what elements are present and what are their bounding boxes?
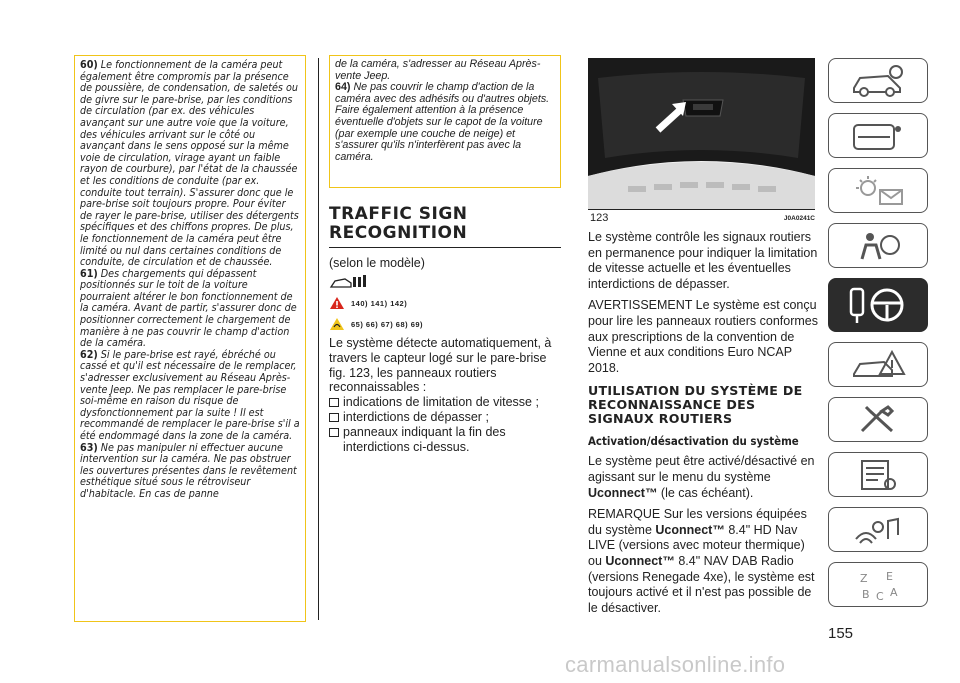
maintenance-tools-icon: [848, 403, 908, 437]
tab-lights-mail[interactable]: [828, 168, 928, 213]
car-version-icon: [329, 273, 369, 291]
list-item: [329, 410, 561, 425]
technical-data-icon: [848, 458, 908, 492]
warning-refs-row: [329, 294, 561, 312]
warning-text: Des chargements qui dépassent positionnés sur le toit de la voiture pourraient altérer le bon fonctionnement de la caméra. Avant de partir, s'assurer donc de positionner correctement le chargement de manière à ne pas couvrir le champ d'action de la caméra.: [80, 266, 297, 350]
svg-text:B: B: [862, 587, 870, 601]
svg-text:C: C: [876, 589, 884, 602]
tab-multimedia[interactable]: [828, 507, 928, 552]
windshield-camera-photo: [588, 58, 815, 210]
warning-number: 62): [80, 347, 98, 361]
brand-text: Uconnect™: [655, 522, 725, 537]
multimedia-icon: [848, 513, 908, 547]
bullet-square-icon: [329, 398, 339, 407]
tab-emergency[interactable]: [828, 342, 928, 387]
figure-number: 123: [590, 212, 609, 224]
subsection-heading: UTILISATION DU SYSTÈME DE RECONNAISSANCE DES SIGNAUX ROUTIERS: [588, 383, 803, 427]
watermark: carmanualsonline.info: [565, 652, 786, 677]
subsection-subheading: Activation/désactivation du système: [588, 434, 799, 449]
package-icons: [329, 273, 561, 291]
warning-text: Ne pas couvrir le champ d'action de la caméra avec des adhésifs ou d'autres objets. Faire également attention à la présence éventuelle d'objets sur le capot de la voiture (par exemple une couche de neige) et s'assurer qu'ils n'interfèrent pas avec la caméra.: [335, 81, 550, 163]
warnings-box-mid: [329, 55, 561, 188]
caution-triangle-icon: [329, 317, 345, 331]
tab-maintenance[interactable]: [828, 397, 928, 442]
figure-code: J0A0241C: [783, 214, 815, 222]
warning-text: Ne pas manipuler ni effectuer aucune intervention sur la caméra. Ne pas obstruer les ouvertures présentes dans le revêtement esthétique situé sous le rétroviseur d'habitacle. En cas de panne: [80, 440, 297, 500]
index-az-icon: [848, 568, 908, 602]
bullet-square-icon: [329, 413, 339, 422]
warning-item: [335, 59, 555, 82]
list-item-text: interdictions de dépasser ;: [343, 409, 489, 424]
warning-item: [80, 442, 300, 500]
windshield-illustration: [588, 58, 815, 210]
car-doors-icon: [848, 119, 908, 153]
warning-triangle-icon: [329, 296, 345, 310]
svg-text:E: E: [886, 569, 893, 583]
page-number: 155: [828, 625, 854, 642]
svg-text:Z: Z: [860, 571, 868, 585]
caution-refs-row: [329, 315, 561, 333]
warning-refs: 140) 141) 142): [351, 298, 408, 308]
text-run: 8.4" NAV DAB Radio (versions Renegade 4xe), le système est toujours activé et il n'est pas possible de le désactiver.: [588, 553, 815, 615]
warning-number: 63): [80, 440, 98, 454]
section-subtitle: (selon le modèle): [329, 256, 425, 270]
safety-airbag-icon: [848, 229, 908, 263]
tab-driving[interactable]: [828, 278, 928, 332]
caution-refs: 65) 66) 67) 68) 69): [351, 319, 424, 329]
warning-item: [80, 268, 300, 349]
warning-text: Le fonctionnement de la caméra peut également être compromis par la présence de poussière, de condensation, de saletés ou de givre sur le pare-brise, par les conditions de circulation (par ex. des véhicules avançant sur une autre voie que la voiture, des véhicules arrivant sur le côté ou avançant dans le sens opposé sur la même voie de circulation, virage ayant un faible rayon de courbure), par l'état de la chaussée et les conditions de conduite (par ex. conduite tout terrain). S'assurer donc que le pare-brise soit toujours propre. Pour éviter de rayer le pare-brise, utiliser des détergents spécifiques et des chiffons propres. De plus, le fonctionnement de la caméra peut être limité ou nul dans certaines conditions de conduite, de circulation et de chaussée.: [80, 58, 299, 269]
chapter-tabs: [828, 58, 960, 617]
lights-mail-icon: [848, 174, 908, 208]
warning-number: 60): [80, 58, 98, 71]
brand-text: Uconnect™: [588, 485, 658, 500]
list-item: [329, 395, 561, 410]
tab-safety[interactable]: [828, 223, 928, 268]
paragraph: Le système contrôle les signaux routiers en permanence pour indiquer la limitation de vitesse actuelle et les éventuelles interdictions de dépasser.: [588, 230, 818, 291]
warning-text: de la caméra, s'adresser au Réseau Après-vente Jeep.: [335, 58, 541, 82]
emergency-triangle-icon: [848, 348, 908, 382]
right-column: [588, 230, 820, 616]
text-run: 8.4" HD Nav LIVE (versions avec moteur thermique) ou: [588, 522, 805, 568]
tab-index[interactable]: [828, 562, 928, 607]
section-title: TRAFFIC SIGN RECOGNITION: [329, 205, 561, 248]
tab-car-doors[interactable]: [828, 113, 928, 158]
warning-item: [80, 349, 300, 442]
list-item-text: panneaux indiquant la fin des interdictions ci-dessus.: [343, 424, 506, 454]
warning-item: [80, 59, 300, 268]
driving-key-wheel-icon: [843, 283, 913, 327]
svg-text:A: A: [890, 585, 898, 599]
tab-technical-data[interactable]: [828, 452, 928, 497]
warning-text: Si le pare-brise est rayé, ébréché ou cassé et qu'il est nécessaire de le remplacer, s'adresser exclusivement au Réseau Après-vente Jeep. Ne pas remplacer le pare-brise soi-même en raison du risque de dysfonctionnement par la suite ! Il est recommandé de remplacer le pare-brise s'il a été endommagé dans la zone de la caméra.: [80, 347, 300, 442]
text-run: REMARQUE Sur les versions équipées du système: [588, 507, 807, 537]
intro-paragraph: Le système détecte automatiquement, à travers le capteur logé sur le pare-brise fig. 123, les panneaux routiers reconnaissables :: [329, 336, 552, 395]
list-item-text: indications de limitation de vitesse ;: [343, 395, 539, 410]
warning-number: 61): [80, 266, 98, 280]
figure-caption: [590, 212, 815, 224]
list-item: [329, 425, 561, 455]
car-info-icon: [848, 64, 908, 98]
text-run: (le cas échéant).: [657, 485, 754, 500]
tab-car-info[interactable]: [828, 58, 928, 103]
section-traffic-sign: [329, 205, 561, 454]
paragraph: AVERTISSEMENT Le système est conçu pour lire les panneaux routiers conformes aux prescriptions de la convention de Vienne et aux conditions Euro NCAP 2018.: [588, 298, 818, 375]
paragraph: [588, 454, 820, 501]
bullet-square-icon: [329, 428, 339, 437]
warning-item: [335, 82, 555, 163]
warnings-box-left: [74, 55, 306, 622]
paragraph: [588, 507, 820, 616]
warning-number: 64): [335, 81, 351, 94]
brand-text: Uconnect™: [605, 553, 675, 568]
text-run: Le système peut être activé/désactivé en agissant sur le menu du système: [588, 454, 815, 484]
column-divider: [318, 58, 319, 620]
